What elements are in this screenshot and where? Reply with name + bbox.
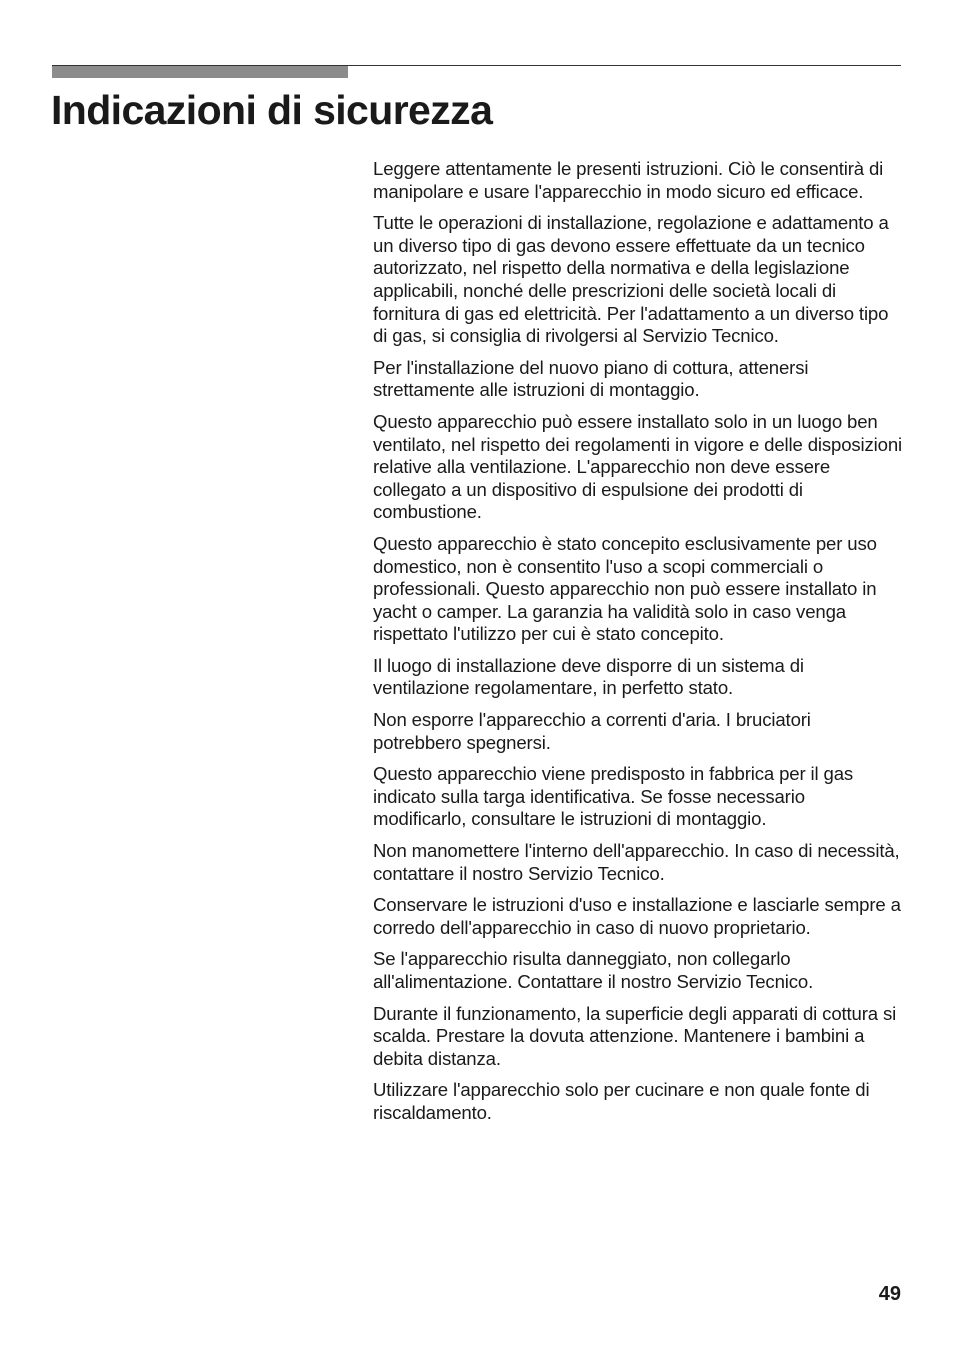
paragraph: Il luogo di installazione deve disporre di un sistema di ventilazione regolamentare, in perfetto stato. — [373, 654, 804, 699]
paragraph: Per l'installazione del nuovo piano di cottura, attenersi strettamente alle istruzioni di montaggio. — [373, 356, 809, 401]
paragraph: Questo apparecchio può essere installato solo in un luogo ben ventilato, nel rispetto dei regolamenti in vigore e delle disposizioni relative alla ventilazione. L'apparecchio non deve essere collegato a un dispositivo di espulsione dei prodotti di combustione. — [373, 410, 903, 523]
page-title: Indicazioni di sicurezza — [51, 87, 493, 133]
paragraph: Utilizzare l'apparecchio solo per cucinare e non quale fonte di riscaldamento. — [373, 1079, 870, 1123]
paragraph: Durante il funzionamento, la superficie degli apparati di cottura si scalda. Prestare la dovuta attenzione. Mantenere i bambini a debita distanza. — [373, 1002, 897, 1069]
paragraph: Se l'apparecchio risulta danneggiato, non collegarlo all'alimentazione. Contattare il nostro Servizio Tecnico. — [373, 948, 814, 992]
safety-instructions — [373, 158, 903, 1134]
paragraph: Questo apparecchio è stato concepito esclusivamente per uso domestico, non è consentito l'uso a scopi commerciali o professionali. Questo apparecchio non può essere installato in yacht o camper. La garanzia ha validità solo in caso venga rispettato l'utilizzo per cui è stato concepito. — [373, 532, 877, 645]
paragraph: Leggere attentamente le presenti istruzioni. Ciò le consentirà di manipolare e usare l'apparecchio in modo sicuro ed efficace. — [373, 158, 884, 202]
paragraph: Non manomettere l'interno dell'apparecchio. In caso di necessità, contattare il nostro Servizio Tecnico. — [373, 840, 900, 884]
paragraph: Tutte le operazioni di installazione, regolazione e adattamento a un diverso tipo di gas devono essere effettuate da un tecnico autorizzato, nel rispetto della normativa e della legislazione applicabili, nonché delle prescrizioni delle società locali di fornitura di gas ed elettricità. Per l'adattamento a un diverso tipo di gas, si consiglia di rivolgersi al Servizio Tecnico. — [373, 212, 889, 347]
paragraph: Conservare le istruzioni d'uso e installazione e lasciarle sempre a corredo dell'apparecchio in caso di nuovo proprietario. — [373, 894, 901, 938]
paragraph: Questo apparecchio viene predisposto in fabbrica per il gas indicato sulla targa identificativa. Se fosse necessario modificarlo, consultare le istruzioni di montaggio. — [373, 763, 854, 830]
header-rule-bar — [52, 66, 348, 78]
page-number: 49 — [878, 1283, 901, 1305]
paragraph: Non esporre l'apparecchio a correnti d'aria. I bruciatori potrebbero spegnersi. — [373, 709, 811, 753]
